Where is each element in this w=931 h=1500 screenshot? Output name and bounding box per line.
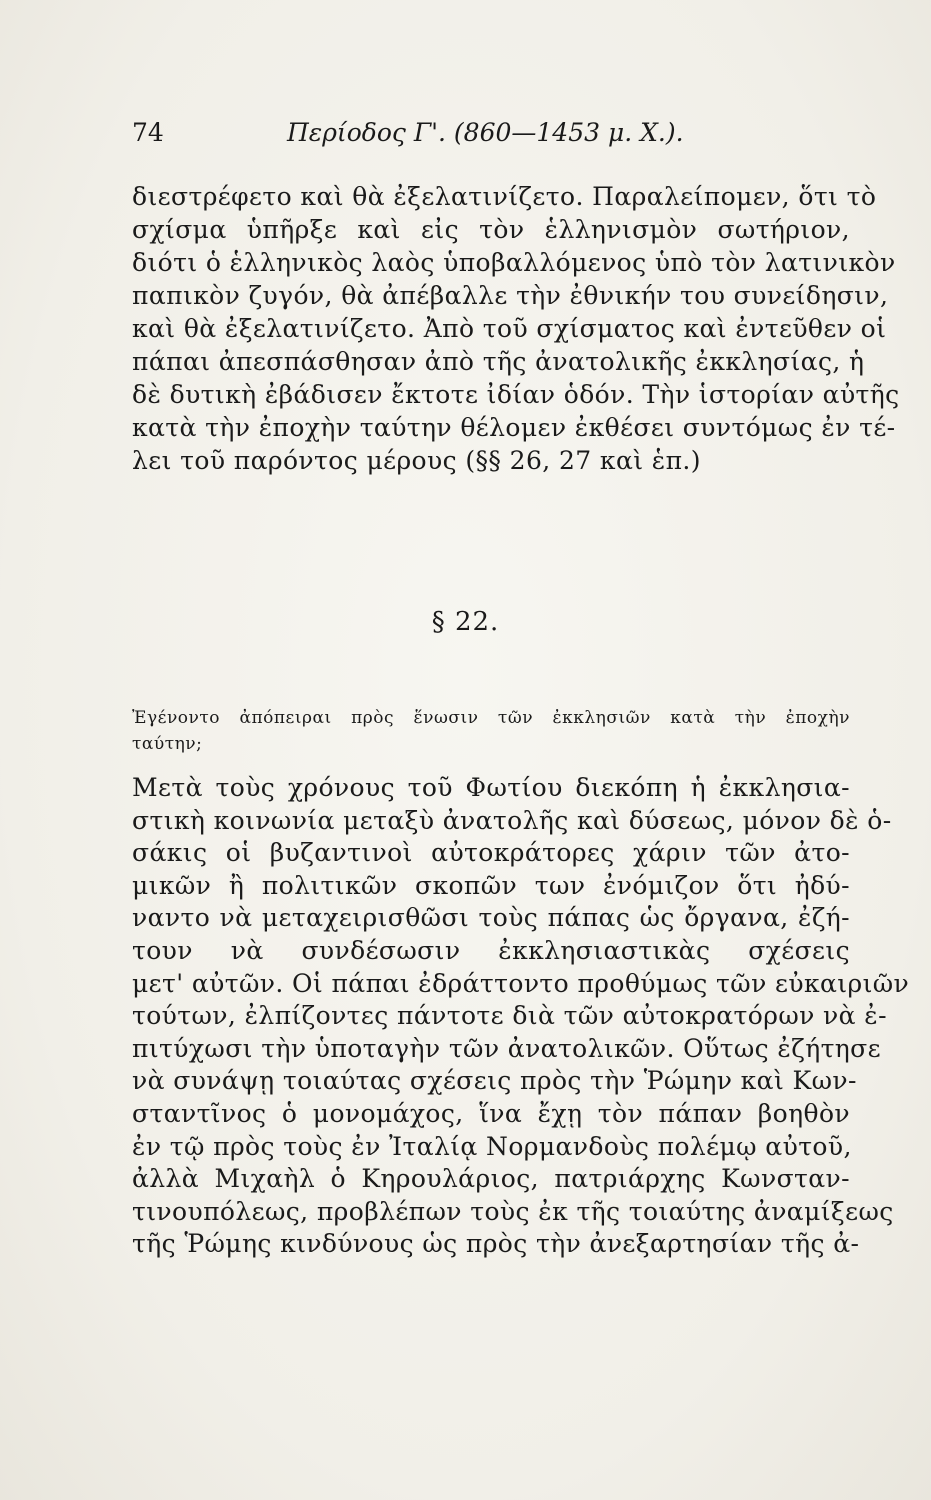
summary-line: ταύτην;: [132, 734, 203, 754]
text-line: στικὴ κοινωνία μεταξὺ ἀνατολῆς καὶ δύσεως, μόνον δὲ ὁ-: [132, 805, 892, 835]
text-line: τουν νὰ συνδέσωσιν ἐκκλησιαστικὰς σχέσεις: [132, 935, 850, 965]
running-head: Περίοδος Γ'. (860—1453 μ. Χ.).: [287, 118, 684, 147]
text-line: πάπαι ἀπεσπάσθησαν ἀπὸ τῆς ἀνατολικῆς ἐκκλησίας, ἡ: [132, 347, 865, 376]
text-line: παπικὸν ζυγόν, θὰ ἀπέβαλλε τὴν ἐθνικήν του συνείδησιν,: [132, 281, 889, 310]
page-number: 74: [132, 118, 164, 147]
text-line: πιτύχωσι τὴν ὑποταγὴν τῶν ἀνατολικῶν. Οὕτως ἐζήτησε: [132, 1033, 882, 1063]
text-line: λει τοῦ παρόντος μέρους (§§ 26, 27 καὶ ἑπ.): [132, 446, 701, 475]
text-line: σάκις οἱ βυζαντινοὶ αὐτοκράτορες χάριν τῶν ἀτο-: [132, 838, 850, 868]
text-line: ἐν τῷ πρὸς τοὺς ἐν Ἰταλίᾳ Νορμανδοὺς πολέμῳ αὐτοῦ,: [132, 1131, 852, 1161]
text-line: μετ' αὐτῶν. Οἱ πάπαι ἐδράττοντο προθύμως τῶν εὐκαιριῶν: [132, 968, 910, 998]
text-line: ἀλλὰ Μιχαὴλ ὁ Κηρουλάριος, πατριάρχης Κωνσταν-: [132, 1164, 850, 1194]
text-line: διεστρέφετο καὶ θὰ ἐξελατινίζετο. Παραλείπομεν, ὅτι τὸ: [132, 182, 877, 211]
text-line: μικῶν ἢ πολιτικῶν σκοπῶν των ἐνόμιζον ὅτι ἠδύ-: [132, 870, 850, 900]
text-line: δὲ δυτικὴ ἐβάδισεν ἔκτοτε ἰδίαν ὁδόν. Τὴν ἱστορίαν αὐτῆς: [132, 380, 900, 409]
text-line: τούτων, ἐλπίζοντες πάντοτε διὰ τῶν αὐτοκρατόρων νὰ ἐ-: [132, 1001, 887, 1031]
text-line: ναντο νὰ μεταχειρισθῶσι τοὺς πάπας ὡς ὄργανα, ἐζή-: [132, 903, 850, 933]
summary-line: Ἐγένοντο ἀπόπειραι πρὸς ἕνωσιν τῶν ἐκκλησιῶν κατὰ τὴν ἐποχὴν: [132, 708, 850, 728]
section-summary: [132, 705, 850, 757]
section-heading: § 22.: [431, 607, 500, 637]
page-header: [132, 118, 832, 158]
text-line: Μετὰ τοὺς χρόνους τοῦ Φωτίου διεκόπη ἡ ἐκκλησια-: [132, 773, 850, 802]
text-line: καὶ θὰ ἐξελατινίζετο. Ἀπὸ τοῦ σχίσματος καὶ ἐντεῦθεν οἱ: [132, 314, 887, 343]
text-line: τῆς Ῥώμης κινδύνους ὡς πρὸς τὴν ἀνεξαρτησίαν τῆς ἀ-: [132, 1229, 860, 1259]
paragraph-1: [132, 180, 900, 477]
paragraph-2: [132, 772, 910, 1261]
text-line: νὰ συνάψῃ τοιαύτας σχέσεις πρὸς τὴν Ῥώμην καὶ Κων-: [132, 1066, 857, 1096]
text-line: σχίσμα ὑπῆρξε καὶ εἰς τὸν ἑλληνισμὸν σωτήριον,: [132, 215, 850, 244]
text-line: κατὰ τὴν ἐποχὴν ταύτην θέλομεν ἐκθέσει συντόμως ἐν τέ-: [132, 413, 896, 442]
text-line: τινουπόλεως, προβλέπων τοὺς ἐκ τῆς τοιαύτης ἀναμίξεως: [132, 1196, 894, 1226]
text-line: διότι ὁ ἑλληνικὸς λαὸς ὑποβαλλόμενος ὑπὸ τὸν λατινικὸν: [132, 248, 896, 277]
text-line: σταντῖνος ὁ μονομάχος, ἵνα ἔχῃ τὸν πάπαν βοηθὸν: [132, 1098, 850, 1128]
